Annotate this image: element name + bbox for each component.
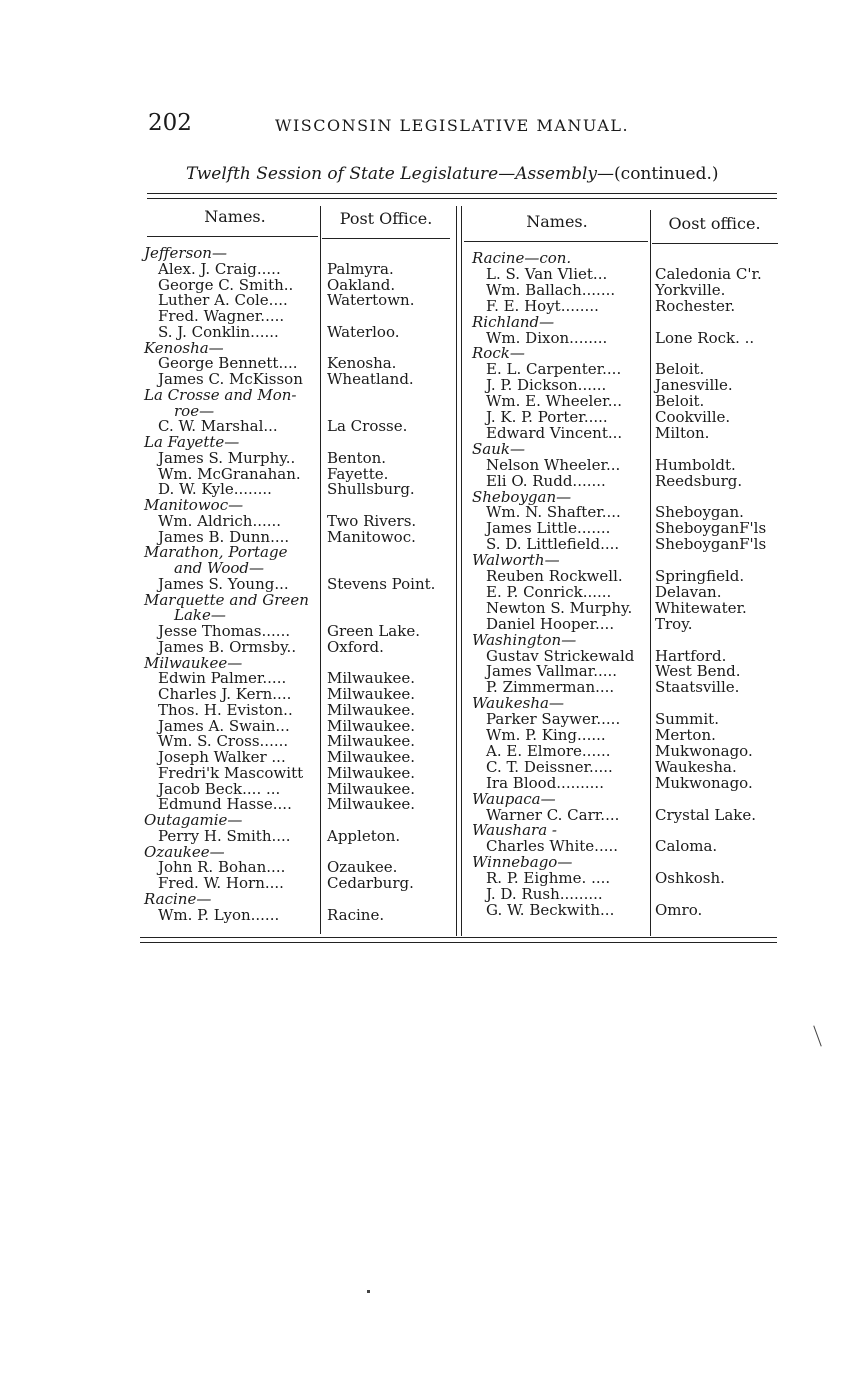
left-member-post-office: Two Rivers. [327,511,417,530]
subtitle-italic: Twelfth Session of State Legislature—Assembly— [186,164,615,184]
left-member-post-office: Fayette. [327,464,389,483]
left-member-post-office: La Crosse. [327,417,408,436]
right-post-office-header: Oost office. [668,214,761,233]
left-member-name: Perry H. Smith.... [158,826,291,845]
left-member-post-office: Milwaukee. [327,779,416,798]
print-scratch [813,1025,821,1046]
left-member-post-office: Milwaukee. [327,795,416,814]
bottom-rule-2 [140,942,777,943]
left-member-name: James A. Swain... [158,716,290,735]
left-member-post-office: Green Lake. [327,622,420,640]
right-member-name: Daniel Hooper.... [486,614,615,633]
right-member-name: Warner C. Carr.... [486,805,620,824]
left-member-name: Fredri'k Mascowitt [158,763,304,782]
center-divider-2 [461,206,462,936]
table-subtitle [186,164,719,184]
right-member-name: J. D. Rush......... [486,885,603,903]
right-member-post-office: Beloit. [655,360,705,379]
left-member-post-office: Oxford. [327,637,384,656]
right-member-post-office: Troy. [655,614,693,633]
left-county-heading: Marathon, Portage [144,543,288,562]
left-member-post-office: Kenosha. [327,354,397,373]
left-member-name: James S. Young... [158,574,289,593]
left-member-post-office: Milwaukee. [327,732,416,751]
right-member-name: Gustav Strickewald [486,646,635,665]
right-member-post-office: Milton. [655,423,710,442]
left-member-post-office: Milwaukee. [327,716,416,735]
right-member-name: Wm. N. Shafter.... [486,503,621,522]
right-county-heading: Sheboygan— [472,487,572,506]
right-member-post-office: Springfield. [655,567,745,585]
subtitle-plain: (continued.) [614,164,719,184]
left-member-post-office: Racine. [327,905,385,924]
running-title: WISCONSIN LEGISLATIVE MANUAL. [275,116,630,135]
right-member-post-office: Crystal Lake. [655,805,756,824]
left-member-name: James C. McKisson [158,370,303,388]
left-member-post-office: Palmyra. [327,259,394,278]
right-member-post-office: Reedsburg. [655,471,743,490]
left-member-name: Wm. Aldrich...... [158,511,282,530]
left-member-post-office: Waterloo. [327,322,400,341]
left-county-heading: Lake— [174,606,226,625]
right-member-post-office: Mukwonago. [655,773,753,792]
left-member-name: Fred. Wagner..... [158,307,285,325]
left-member-name: Wm. S. Cross...... [158,732,289,751]
bottom-rule-1 [140,937,777,938]
center-divider-1 [456,206,457,936]
right-member-post-office: Merton. [655,726,716,744]
right-member-name: A. E. Elmore...... [486,741,611,760]
left-member-name: Wm. P. Lyon...... [158,905,280,924]
right-member-post-office: Sheboygan. [655,503,744,522]
right-member-post-office: Yorkville. [655,280,726,299]
left-member-name: Luther A. Cole.... [158,291,288,310]
right-member-name: L. S. Van Vliet... [486,264,608,283]
right-member-post-office: Humboldt. [655,455,736,474]
top-rule-1 [147,193,777,194]
left-member-post-office: Shullsburg. [327,480,415,499]
right-member-name: F. E. Hoyt........ [486,296,599,315]
right-member-name: Wm. E. Wheeler... [486,392,622,411]
right-member-post-office: SheboyganF'ls [655,535,767,554]
right-member-name: J. P. Dickson...... [486,376,607,395]
right-county-heading: Waupaca— [472,789,556,808]
right-names-header: Names. [526,212,588,231]
left-member-post-office: Appleton. [327,826,401,845]
right-county-heading: Richland— [472,312,555,331]
left-county-heading: and Wood— [174,559,265,577]
left-member-post-office: Milwaukee. [327,763,416,782]
left-member-post-office: Manitowoc. [327,527,416,546]
left-member-name: Joseph Walker ... [158,748,286,766]
right-member-post-office: Caloma. [655,837,718,856]
right-member-post-office: Staatsville. [655,678,740,697]
left-county-heading: roe— [174,401,215,420]
right-county-heading: Waukesha— [472,694,564,713]
left-member-post-office: Milwaukee. [327,669,416,688]
left-county-heading: Milwaukee— [144,653,243,672]
right-member-post-office: Summit. [655,710,719,729]
left-member-name: Edwin Palmer..... [158,669,287,688]
left-member-name: C. W. Marshal... [158,417,278,436]
left-member-post-office: Watertown. [327,291,415,310]
left-member-name: James S. Murphy.. [158,448,296,467]
right-member-post-office: Beloit. [655,392,705,411]
left-county-heading: La Crosse and Mon- [144,385,297,404]
left-county-heading: La Fayette— [144,433,240,451]
left-names-header: Names. [204,207,266,226]
right-member-post-office: Rochester. [655,296,736,315]
right-county-heading: Walworth— [472,551,560,570]
col-divider-right [650,210,651,936]
left-member-post-office: Cedarburg. [327,874,414,892]
left-member-name: Jacob Beck.... ... [158,779,281,798]
right-po-underline [652,243,778,244]
left-member-post-office: Milwaukee. [327,748,416,766]
right-member-post-office: Lone Rock. .. [655,328,755,347]
right-member-post-office: Mukwonago. [655,741,753,760]
left-county-heading: Marquette and Green [144,590,309,609]
print-speck [367,1290,370,1293]
right-member-name: E. L. Carpenter.... [486,360,622,379]
left-member-name: John R. Bohan.... [158,858,286,877]
left-member-name: Charles J. Kern.... [158,685,292,703]
right-county-heading: Winnebago— [472,853,573,872]
left-po-underline [322,238,450,239]
right-member-name: Edward Vincent... [486,423,623,442]
left-member-name: James B. Dunn.... [158,527,290,546]
right-member-name: Reuben Rockwell. [486,567,623,585]
right-member-name: P. Zimmerman.... [486,678,615,697]
left-post-office-header: Post Office. [339,209,433,228]
right-member-post-office: Caledonia C'r. [655,264,762,283]
right-member-post-office: Janesville. [655,376,733,395]
left-member-name: Alex. J. Craig..... [158,259,281,278]
left-member-name: D. W. Kyle........ [158,480,272,499]
right-member-name: Charles White..... [486,837,619,856]
left-names-underline [147,236,318,237]
right-member-post-office: Omro. [655,900,703,919]
right-member-post-office: Waukesha. [655,757,737,776]
left-member-name: George Bennett.... [158,354,298,373]
right-member-name: E. P. Conrick...... [486,582,612,601]
right-member-name: Ira Blood.......... [486,773,604,792]
right-member-name: C. T. Deissner..... [486,757,613,776]
right-names-underline [464,241,648,242]
right-member-name: G. W. Beckwith... [486,900,615,919]
col-divider-left [320,206,321,934]
right-member-name: Newton S. Murphy. [486,598,633,617]
right-member-name: Parker Saywer..... [486,710,621,729]
right-member-name: James Little....... [486,519,611,538]
left-member-name: George C. Smith.. [158,275,294,294]
left-county-heading: Ozaukee— [144,842,225,861]
right-county-heading: Washington— [472,630,577,649]
right-member-name: R. P. Eighme. .... [486,869,611,888]
left-member-name: Jesse Thomas...... [158,622,291,640]
left-member-name: Wm. McGranahan. [158,464,301,483]
right-county-heading: Racine—con. [472,249,572,267]
page-number: 202 [148,110,192,136]
left-member-post-office: Stevens Point. [327,574,436,593]
left-county-heading: Racine— [144,889,212,908]
right-county-heading: Sauk— [472,439,525,458]
right-member-post-office: SheboyganF'ls [655,519,767,538]
right-member-name: S. D. Littlefield.... [486,535,620,554]
left-member-post-office: Milwaukee. [327,685,416,703]
top-rule-2 [147,198,777,199]
left-member-post-office: Ozaukee. [327,858,398,877]
right-member-name: Wm. Ballach....... [486,280,616,299]
right-member-post-office: Whitewater. [655,598,747,617]
right-county-heading: Waushara - [472,821,557,840]
left-county-heading: Outagamie— [144,811,243,829]
left-member-post-office: Milwaukee. [327,700,416,719]
right-member-name: J. K. P. Porter..... [486,408,608,426]
left-member-post-office: Benton. [327,448,387,467]
right-member-post-office: Delavan. [655,582,722,601]
left-member-post-office: Wheatland. [327,370,414,388]
right-member-post-office: Cookville. [655,408,731,426]
left-member-post-office: Oakland. [327,275,396,294]
left-member-name: James B. Ormsby.. [158,637,297,656]
left-county-heading: Kenosha— [144,338,224,357]
right-member-post-office: Hartford. [655,646,727,665]
right-member-post-office: Oshkosh. [655,869,725,888]
right-member-name: Eli O. Rudd....... [486,471,606,490]
right-member-post-office: West Bend. [655,662,741,681]
right-member-name: James Vallmar..... [486,662,618,681]
left-member-name: Edmund Hasse.... [158,795,292,814]
left-county-heading: Jefferson— [144,244,227,262]
left-member-name: Thos. H. Eviston.. [158,700,293,719]
right-county-heading: Rock— [472,344,525,363]
left-member-name: S. J. Conklin...... [158,322,279,341]
left-member-name: Fred. W. Horn.... [158,874,284,892]
right-member-name: Wm. Dixon........ [486,328,608,347]
right-member-name: Wm. P. King...... [486,726,606,744]
right-member-name: Nelson Wheeler... [486,455,621,474]
left-county-heading: Manitowoc— [144,496,244,514]
